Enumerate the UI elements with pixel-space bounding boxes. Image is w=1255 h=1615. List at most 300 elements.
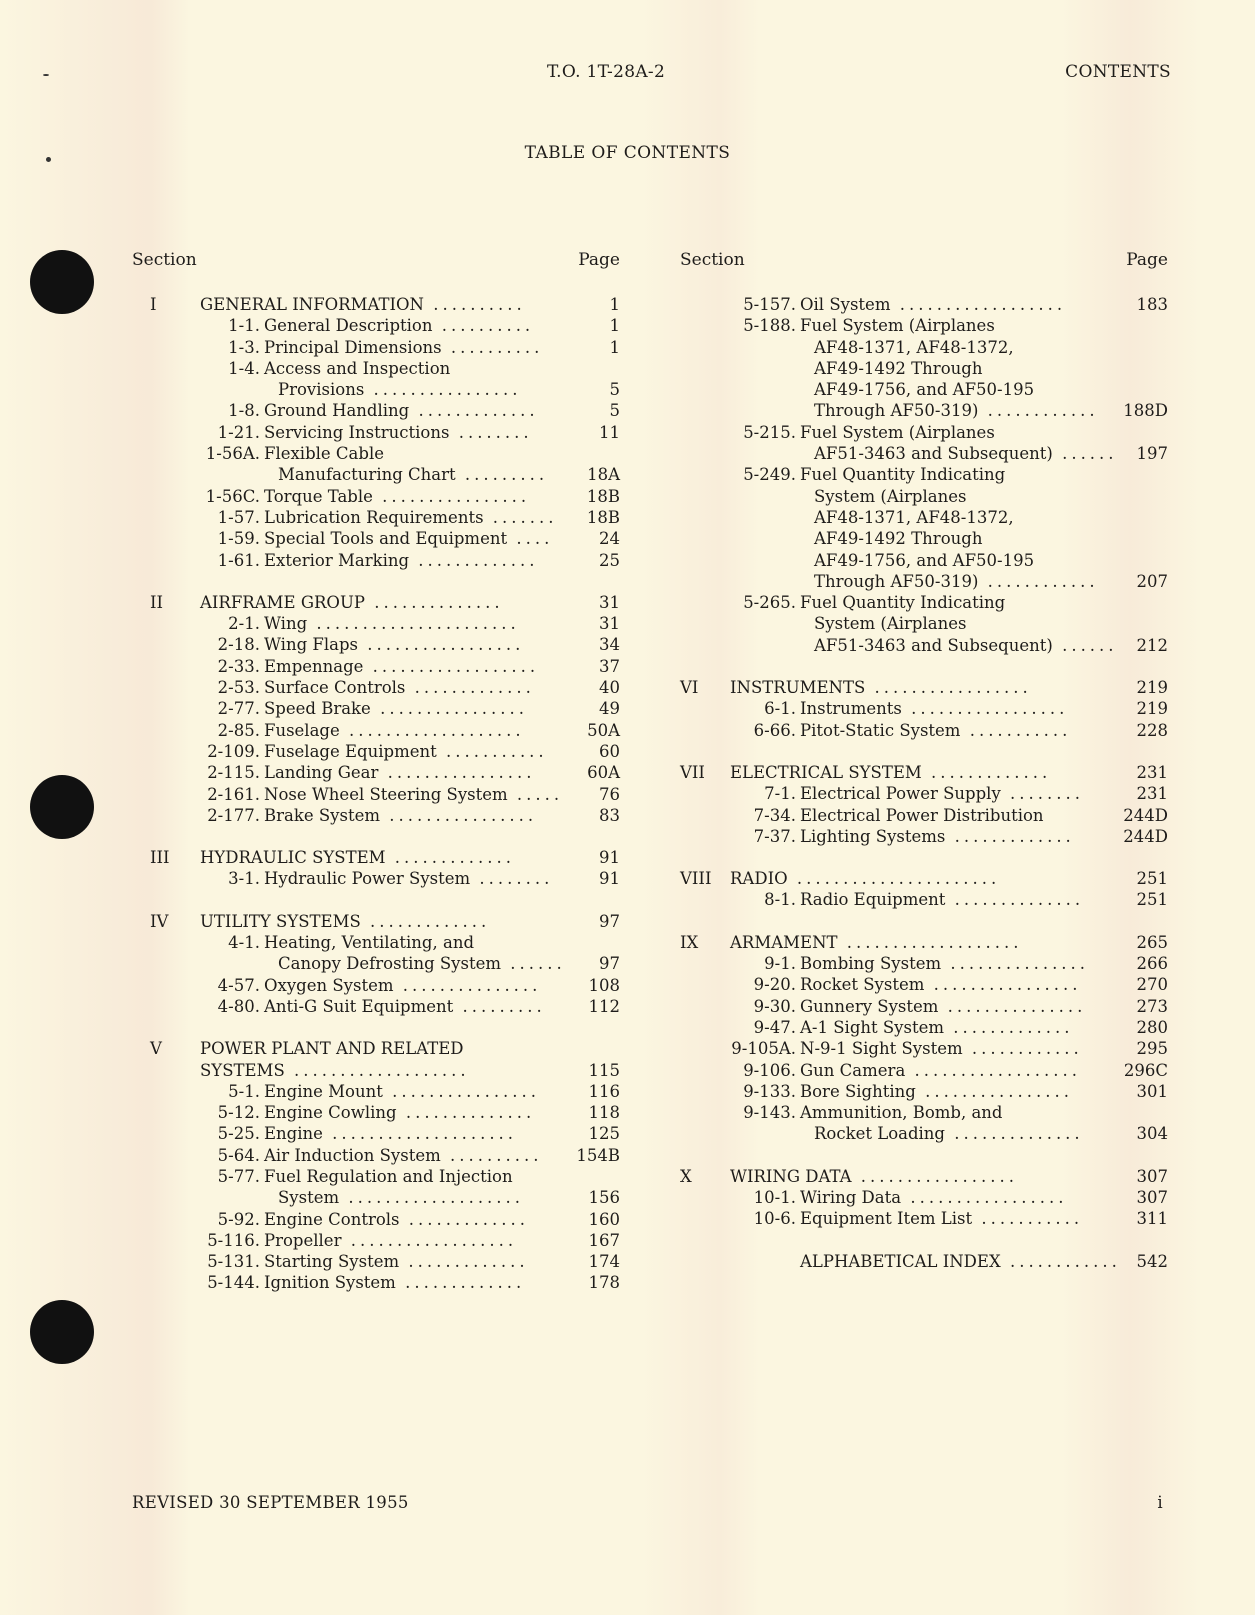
page-header: Page (578, 250, 620, 270)
page-number: 301 (1136, 1081, 1168, 1101)
toc-item-entry[interactable] (132, 1251, 620, 1272)
item-title (264, 315, 534, 336)
item-title (800, 783, 1084, 804)
item-title (800, 826, 1075, 847)
item-title (814, 337, 1014, 358)
item-number: 9-106. (743, 1060, 796, 1080)
spacer (680, 1230, 1168, 1251)
column-headers (132, 250, 620, 274)
toc-section-entry[interactable] (680, 1166, 1168, 1187)
toc-item-entry[interactable] (680, 613, 1168, 634)
item-title-text: Fuel System (Airplanes (800, 422, 995, 442)
item-title (800, 889, 1084, 910)
section-title-text: UTILITY SYSTEMS (200, 911, 361, 931)
toc-item-entry[interactable] (132, 1209, 620, 1230)
page-number: 160 (588, 1209, 620, 1229)
page-number: 228 (1136, 720, 1168, 740)
item-title-text: Servicing Instructions (264, 422, 450, 442)
leader-dots: ............... (938, 996, 1087, 1016)
leader-dots: ...... (1052, 444, 1118, 464)
item-title-text: Fuel Quantity Indicating (800, 593, 1006, 613)
page-number: 118 (588, 1103, 620, 1123)
item-title (264, 1081, 540, 1102)
leader-dots: ........ (449, 422, 533, 442)
item-title (814, 400, 1099, 421)
item-title (264, 784, 563, 805)
item-title (264, 358, 450, 379)
toc-section-entry[interactable] (680, 868, 1168, 889)
leader-dots: .............. (364, 592, 504, 612)
item-title (264, 634, 524, 655)
page-number: 188D (1123, 401, 1168, 421)
item-number: 5-116. (207, 1230, 260, 1250)
toc-section-entry[interactable] (680, 762, 1168, 783)
item-number: 1-1. (228, 316, 260, 336)
toc-item-entry[interactable] (680, 422, 1168, 443)
item-number: 4-80. (217, 996, 260, 1016)
toc-item-entry[interactable] (132, 868, 620, 889)
item-title (814, 358, 982, 379)
toc-item-entry[interactable] (680, 889, 1168, 910)
item-number: 7-34. (753, 805, 796, 825)
leader-dots: ............. (360, 911, 491, 931)
item-title (800, 592, 1005, 613)
toc-section-entry[interactable] (132, 1038, 620, 1059)
section-title (730, 677, 1032, 698)
page-number: 11 (599, 422, 620, 442)
page-number: 154B (576, 1145, 620, 1165)
section-title (200, 911, 490, 932)
item-title-text: Fuselage (264, 720, 340, 740)
toc-section-entry[interactable] (132, 592, 620, 613)
item-title (800, 294, 1066, 315)
page-number: i (1157, 1493, 1163, 1512)
item-number: 9-47. (753, 1017, 796, 1037)
item-title (800, 974, 1082, 995)
leader-dots: ...................... (307, 614, 520, 634)
section-title-text: RADIO (730, 869, 788, 889)
toc-item-entry[interactable] (680, 294, 1168, 315)
item-number: 4-1. (228, 933, 260, 953)
leader-dots: ................. (851, 1166, 1018, 1186)
toc-item-entry[interactable] (132, 1145, 620, 1166)
toc-item-entry[interactable] (132, 443, 620, 464)
toc-item-entry[interactable] (132, 337, 620, 358)
leader-dots: ................. (357, 635, 525, 655)
toc-item-entry[interactable] (132, 550, 620, 571)
toc-section-entry-cont[interactable] (132, 1060, 620, 1081)
toc-entries (680, 294, 1168, 1272)
item-title (264, 1272, 525, 1293)
page-number: 112 (588, 996, 620, 1016)
item-number: 7-37. (753, 826, 796, 846)
toc-item-entry[interactable] (680, 826, 1168, 847)
item-number: 5-215. (743, 422, 796, 442)
item-number: 5-157. (743, 295, 796, 314)
toc-item-entry[interactable] (132, 741, 620, 762)
item-title-text: Special Tools and Equipment (264, 529, 508, 549)
section-title-text: ALPHABETICAL INDEX (800, 1251, 1001, 1271)
toc-section-entry[interactable] (132, 847, 620, 868)
leader-dots: ............. (405, 678, 535, 698)
item-title (814, 379, 1034, 400)
toc-item-entry[interactable] (132, 1230, 620, 1251)
item-number: 2-53. (217, 678, 260, 698)
item-title (264, 932, 474, 953)
toc-item-entry[interactable] (680, 358, 1168, 379)
item-title-text: Lighting Systems (800, 826, 946, 846)
section-title-text: SYSTEMS (200, 1060, 285, 1080)
item-title-text: Instruments (800, 699, 902, 719)
section-numeral: VI (680, 678, 699, 698)
toc-item-entry[interactable] (680, 635, 1168, 656)
leader-dots: ....... (483, 507, 558, 527)
page-number: 296C (1123, 1060, 1168, 1080)
leader-dots: ............ (978, 571, 1099, 591)
toc-item-entry[interactable] (132, 486, 620, 507)
section-numeral: III (150, 848, 170, 868)
page-number: 18B (586, 486, 620, 506)
doc-number: T.O. 1T-28A-2 (547, 62, 666, 82)
toc-item-entry[interactable] (680, 528, 1168, 549)
toc-item-entry[interactable] (132, 656, 620, 677)
page-number: 304 (1136, 1124, 1168, 1144)
item-number: 2-109. (207, 741, 260, 761)
leader-dots: ........... (960, 720, 1072, 740)
punch-hole-middle (30, 775, 94, 839)
toc-item-entry[interactable] (680, 337, 1168, 358)
page-number: 76 (599, 784, 620, 804)
item-title-text: Fuel Quantity Indicating (800, 465, 1006, 485)
item-title (278, 953, 566, 974)
page-number: 108 (588, 975, 620, 995)
page-number: 115 (588, 1060, 620, 1080)
item-title (264, 1166, 513, 1187)
item-title-text: Oxygen System (264, 975, 394, 995)
item-number: 1-56C. (205, 486, 260, 506)
item-title (800, 805, 1044, 826)
item-title (264, 613, 520, 634)
toc-item-entry[interactable] (680, 507, 1168, 528)
item-title-text: Hydraulic Power System (264, 869, 471, 889)
toc-item-entry[interactable] (680, 1017, 1168, 1038)
section-title (730, 762, 1051, 783)
item-title-text: Speed Brake (264, 699, 371, 719)
item-title-text: Rocket System (800, 975, 925, 995)
leader-dots: ................ (924, 975, 1082, 995)
item-title (264, 720, 525, 741)
toc-item-entry[interactable] (132, 1272, 620, 1293)
item-title-text: Fuselage Equipment (264, 741, 437, 761)
item-title (264, 996, 546, 1017)
leader-dots: ............. (395, 1273, 526, 1293)
toc-item-entry[interactable] (680, 400, 1168, 421)
toc-item-entry[interactable] (132, 975, 620, 996)
item-title-text: Through AF50-319) (814, 401, 979, 421)
item-number: 1-8. (228, 401, 260, 421)
toc-item-entry[interactable] (132, 805, 620, 826)
toc-item-entry[interactable] (132, 1081, 620, 1102)
toc-item-entry[interactable] (132, 720, 620, 741)
item-title (264, 1251, 529, 1272)
toc-item-entry[interactable] (132, 613, 620, 634)
leader-dots: ........... (436, 741, 548, 761)
leader-dots: ................ (382, 1081, 541, 1101)
toc-item-entry[interactable] (680, 953, 1168, 974)
item-number: 6-1. (764, 699, 796, 719)
leader-dots: .................. (890, 295, 1067, 314)
toc-section-entry[interactable] (132, 911, 620, 932)
section-title-text: GENERAL INFORMATION (200, 295, 424, 314)
item-number: 9-133. (743, 1081, 796, 1101)
spacer (132, 826, 620, 847)
toc-section-entry[interactable] (680, 932, 1168, 953)
page-number: 244D (1123, 826, 1168, 846)
item-title (264, 975, 541, 996)
item-title-text: AF49-1756, and AF50-195 (814, 550, 1035, 570)
page-number: 231 (1136, 762, 1168, 782)
toc-item-entry[interactable] (680, 1208, 1168, 1229)
section-numeral: X (680, 1166, 692, 1186)
item-title (264, 443, 384, 464)
page-number: 125 (588, 1124, 620, 1144)
page-number: 280 (1136, 1017, 1168, 1037)
item-title (800, 953, 1089, 974)
page-number: 174 (588, 1252, 620, 1272)
item-number: 5-188. (743, 316, 796, 336)
leader-dots: ............. (409, 401, 539, 421)
toc-item-entry[interactable] (132, 762, 620, 783)
toc-item-entry[interactable] (680, 379, 1168, 400)
page-number: 219 (1136, 699, 1168, 719)
page-number: 197 (1136, 444, 1168, 464)
page-number: 24 (599, 529, 620, 549)
item-title-text: Pitot-Static System (800, 720, 961, 740)
toc-item-entry[interactable] (132, 1123, 620, 1144)
page-number: 37 (599, 656, 620, 676)
leader-dots: ............. (921, 762, 1052, 782)
item-number: 1-57. (217, 507, 260, 527)
item-title-text: Access and Inspection (264, 358, 451, 378)
item-title (814, 550, 1034, 571)
toc-item-entry[interactable] (680, 783, 1168, 804)
item-title (278, 379, 521, 400)
toc-item-entry[interactable] (132, 932, 620, 953)
toc-item-entry[interactable] (680, 805, 1168, 826)
page-number: 231 (1136, 784, 1168, 804)
page-number: 60A (587, 763, 620, 783)
item-title-text: Wing (264, 614, 308, 634)
toc-item-entry[interactable] (132, 953, 620, 974)
item-title-text: Electrical Power Supply (800, 784, 1001, 804)
section-title-text: ELECTRICAL SYSTEM (730, 762, 922, 782)
toc-index-entry[interactable] (680, 1251, 1168, 1272)
revision-date: REVISED 30 SEPTEMBER 1955 (132, 1493, 409, 1512)
toc-section-entry[interactable] (680, 677, 1168, 698)
item-title (264, 698, 528, 719)
leader-dots: ........ (1000, 784, 1084, 804)
toc-item-entry[interactable] (680, 571, 1168, 592)
page-number: 307 (1136, 1187, 1168, 1207)
section-title-text: ARMAMENT (730, 932, 838, 952)
spacer (680, 1145, 1168, 1166)
section-title (200, 592, 504, 613)
toc-item-entry[interactable] (680, 550, 1168, 571)
item-number: 1-3. (228, 337, 260, 357)
section-title (800, 1251, 1121, 1272)
toc-section-entry[interactable] (132, 294, 620, 315)
item-title (800, 1081, 1073, 1102)
item-title-text: Brake System (264, 805, 380, 825)
leader-dots: ..... (507, 784, 564, 804)
toc-item-entry[interactable] (132, 996, 620, 1017)
leader-dots: ............ (962, 1039, 1083, 1059)
toc-item-entry[interactable] (680, 315, 1168, 336)
toc-item-entry[interactable] (132, 784, 620, 805)
item-title (264, 337, 543, 358)
toc-item-entry[interactable] (132, 315, 620, 336)
toc-item-entry[interactable] (132, 464, 620, 485)
section-title-text: AIRFRAME GROUP (200, 592, 365, 612)
toc-item-entry[interactable] (680, 720, 1168, 741)
page-number: 31 (599, 592, 620, 612)
toc-item-entry[interactable] (680, 592, 1168, 613)
toc-item-entry[interactable] (132, 528, 620, 549)
item-title (264, 1230, 517, 1251)
item-number: 9-1. (764, 954, 796, 974)
item-title (264, 805, 537, 826)
item-title-text: General Description (264, 316, 433, 336)
toc-item-entry[interactable] (680, 1187, 1168, 1208)
item-title (800, 698, 1068, 719)
leader-dots: ......... (453, 996, 546, 1016)
toc-item-entry[interactable] (680, 1038, 1168, 1059)
item-number: 5-77. (217, 1166, 260, 1186)
item-number: 1-4. (228, 358, 260, 378)
item-title-text: Principal Dimensions (264, 337, 442, 357)
toc-entries (132, 294, 620, 1294)
toc-item-entry[interactable] (132, 422, 620, 443)
toc-item-entry[interactable] (132, 358, 620, 379)
item-title-text: AF48-1371, AF48-1372, (814, 337, 1014, 357)
leader-dots: ................... (284, 1060, 470, 1080)
leader-dots: ................... (837, 932, 1023, 952)
item-title-text: N-9-1 Sight System (800, 1039, 963, 1059)
item-number: 2-115. (207, 763, 260, 783)
item-title (264, 507, 558, 528)
page-number: 251 (1136, 890, 1168, 910)
item-title-text: Engine (264, 1124, 323, 1144)
item-title-text: Gun Camera (800, 1060, 906, 1080)
item-title-text: System (Airplanes (814, 614, 967, 634)
toc-item-entry[interactable] (132, 1187, 620, 1208)
page-title: TABLE OF CONTENTS (524, 143, 731, 163)
leader-dots: .............. (945, 1124, 1084, 1144)
toc-item-entry[interactable] (680, 1060, 1168, 1081)
item-title-text: Air Induction System (264, 1145, 441, 1165)
toc-item-entry[interactable] (132, 677, 620, 698)
item-title-text: Canopy Defrosting System (278, 954, 502, 974)
section-numeral: I (150, 295, 157, 314)
section-title (730, 932, 1022, 953)
item-title-text: AF49-1492 Through (814, 358, 983, 378)
item-number: 1-21. (217, 422, 260, 442)
leader-dots: ............. (399, 1252, 529, 1272)
toc-item-entry[interactable] (132, 507, 620, 528)
section-numeral: IV (150, 911, 169, 931)
page-number: 266 (1136, 954, 1168, 974)
toc-item-entry[interactable] (680, 486, 1168, 507)
page-number: 1 (609, 316, 620, 336)
toc-item-entry[interactable] (680, 443, 1168, 464)
item-title-text: AF48-1371, AF48-1372, (814, 507, 1014, 527)
item-number: 9-105A. (731, 1039, 796, 1059)
item-title-text: Ground Handling (264, 401, 410, 421)
toc-item-entry[interactable] (680, 1081, 1168, 1102)
toc-item-entry[interactable] (680, 1123, 1168, 1144)
toc-item-entry[interactable] (680, 1102, 1168, 1123)
item-number: 2-161. (207, 784, 260, 804)
page-number: 311 (1136, 1209, 1168, 1229)
punch-hole-top (30, 250, 94, 314)
item-title (264, 741, 548, 762)
page-number: 97 (599, 911, 620, 931)
toc-item-entry[interactable] (680, 698, 1168, 719)
toc-item-entry[interactable] (132, 379, 620, 400)
page-number: 97 (599, 954, 620, 974)
section-title-text: HYDRAULIC SYSTEM (200, 848, 386, 868)
item-title (800, 315, 995, 336)
spacer (132, 571, 620, 592)
page-number: 273 (1136, 996, 1168, 1016)
toc-item-entry[interactable] (132, 400, 620, 421)
leader-dots: .......... (440, 1145, 543, 1165)
toc-item-entry[interactable] (132, 634, 620, 655)
toc-item-entry[interactable] (132, 698, 620, 719)
leader-dots: ................. (901, 699, 1069, 719)
spacer (680, 656, 1168, 677)
item-title-text: Flexible Cable (264, 444, 384, 464)
item-title (800, 464, 1005, 485)
leader-dots: ...... (1052, 635, 1118, 655)
spacer (680, 741, 1168, 762)
item-number: 5-12. (217, 1103, 260, 1123)
item-title-text: Torque Table (264, 486, 373, 506)
toc-item-entry[interactable] (132, 1166, 620, 1187)
item-title (264, 677, 535, 698)
page-number: 207 (1136, 571, 1168, 591)
toc-item-entry[interactable] (680, 974, 1168, 995)
leader-dots: .......... (432, 316, 535, 336)
page-number: 34 (599, 635, 620, 655)
toc-item-entry[interactable] (680, 464, 1168, 485)
toc-item-entry[interactable] (680, 996, 1168, 1017)
leader-dots: ............... (941, 954, 1090, 974)
item-title (814, 528, 982, 549)
item-number: 9-20. (753, 975, 796, 995)
toc-item-entry[interactable] (132, 1102, 620, 1123)
item-title (814, 571, 1099, 592)
item-number: 5-92. (217, 1209, 260, 1229)
punch-hole-bottom (30, 1300, 94, 1364)
section-title-text: POWER PLANT AND RELATED (200, 1039, 464, 1059)
item-number: 10-1. (753, 1187, 796, 1207)
item-title-text: Ignition System (264, 1273, 396, 1293)
item-number: 5-144. (207, 1273, 260, 1293)
leader-dots: ................... (339, 1188, 525, 1208)
item-number: 4-57. (217, 975, 260, 995)
item-title-text: Engine Mount (264, 1081, 383, 1101)
